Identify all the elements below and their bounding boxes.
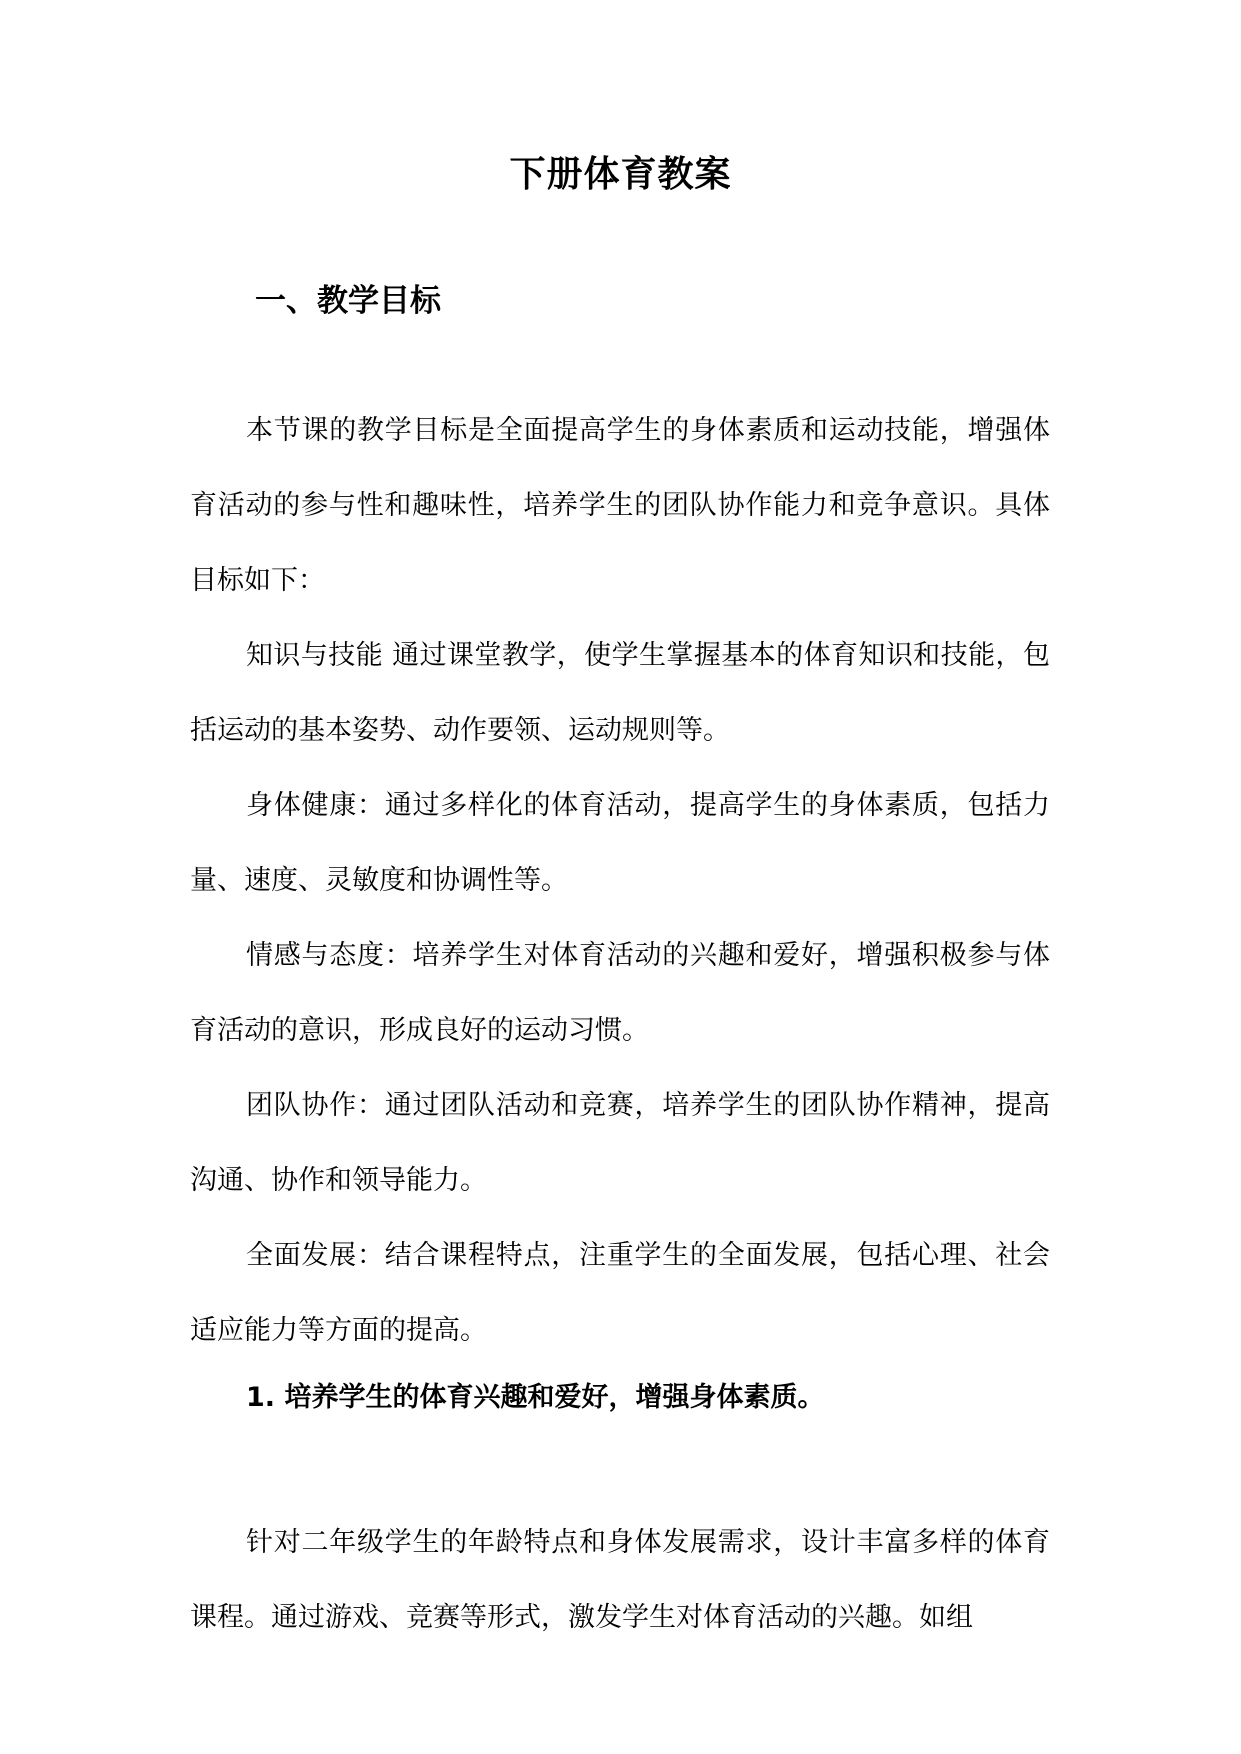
paragraph-physical-health: 身体健康：通过多样化的体育活动，提高学生的身体素质，包括力量、速度、灵敏度和协调性等。 <box>190 790 1050 896</box>
paragraph-goals-intro: 本节课的教学目标是全面提高学生的身体素质和运动技能，增强体育活动的参与性和趣味性，培养学生的团队协作能力和竞争意识。具体目标如下： <box>190 415 1050 596</box>
paragraph-knowledge-skills: 知识与技能 通过课堂教学，使学生掌握基本的体育知识和技能，包括运动的基本姿势、动作要领、运动规则等。 <box>190 640 1050 746</box>
section-heading-teaching-goals: 一、教学目标 <box>255 283 441 319</box>
paragraph-emotion-attitude: 情感与态度：培养学生对体育活动的兴趣和爱好，增强积极参与体育活动的意识，形成良好的运动习惯。 <box>190 940 1050 1046</box>
paragraph-teamwork: 团队协作：通过团队活动和竞赛，培养学生的团队协作精神，提高沟通、协作和领导能力。 <box>190 1090 1050 1196</box>
document-title: 下册体育教案 <box>509 154 732 195</box>
subsection-heading-interest: 1. 培养学生的体育兴趣和爱好，增强身体素质。 <box>246 1382 825 1413</box>
paragraph-interest-body: 针对二年级学生的年龄特点和身体发展需求，设计丰富多样的体育课程。通过游戏、竞赛等形式，激发学生对体育活动的兴趣。如组 <box>190 1527 1050 1633</box>
paragraph-overall-development: 全面发展：结合课程特点，注重学生的全面发展，包括心理、社会适应能力等方面的提高。 <box>190 1240 1050 1346</box>
